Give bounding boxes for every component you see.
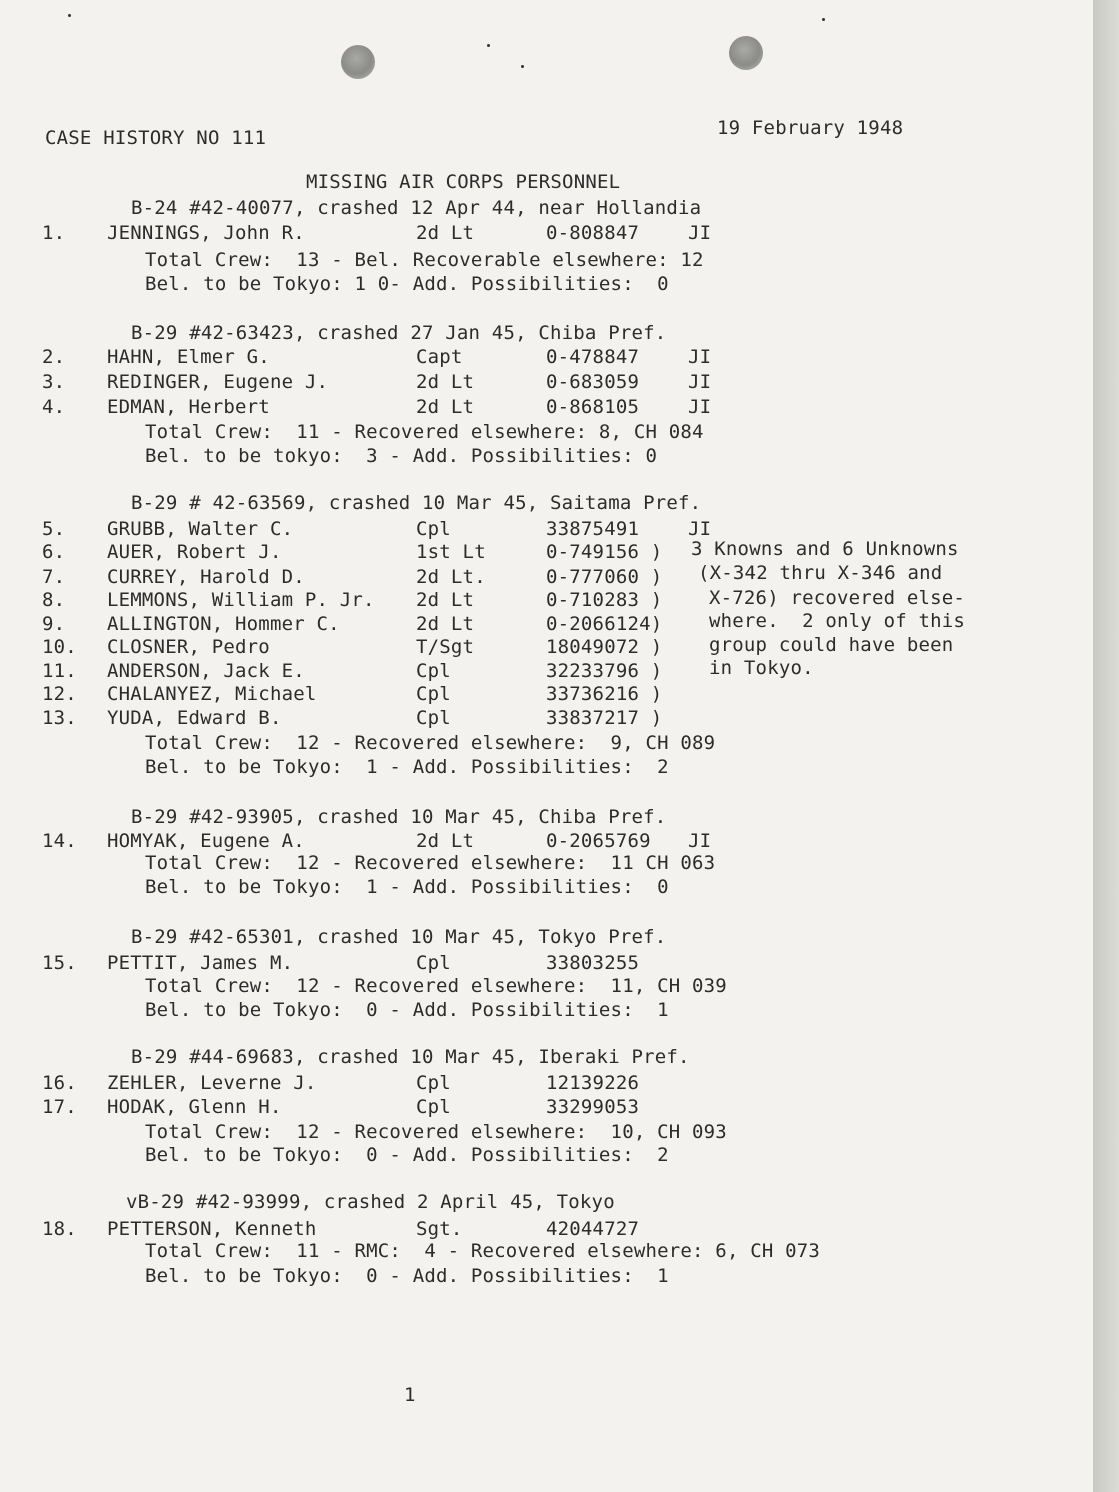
crew-total-line: Total Crew: 12 - Recovered elsewhere: 10, CH 093 bbox=[145, 1121, 727, 1143]
tokyo-possibilities-line: Bel. to be Tokyo: 1 - Add. Possibilities: 0 bbox=[145, 876, 669, 898]
person-rank: 2d Lt bbox=[416, 830, 475, 852]
person-serial: 0-710283 ) bbox=[546, 589, 663, 611]
entry-number: 7. bbox=[42, 566, 66, 588]
person-serial: 33875491 bbox=[546, 518, 640, 540]
crew-total-line: Total Crew: 11 - RMC: 4 - Recovered elsewhere: 6, CH 073 bbox=[145, 1240, 821, 1262]
entry-number: 3. bbox=[42, 371, 66, 393]
group-note-line: (X-342 thru X-346 and bbox=[698, 562, 943, 584]
status-code: JI bbox=[688, 830, 712, 852]
status-code: JI bbox=[688, 371, 712, 393]
person-serial: 0-2065769 bbox=[546, 830, 651, 852]
person-name: JENNINGS, John R. bbox=[107, 222, 305, 244]
group-note-line: group could have been bbox=[709, 634, 954, 656]
entry-number: 10. bbox=[42, 636, 77, 658]
person-rank: 2d Lt bbox=[416, 222, 475, 244]
person-name: HAHN, Elmer G. bbox=[107, 346, 270, 368]
person-serial: 33736216 ) bbox=[546, 683, 663, 705]
person-serial: 0-808847 bbox=[546, 222, 640, 244]
entry-number: 1. bbox=[42, 222, 66, 244]
person-serial: 42044727 bbox=[546, 1218, 640, 1240]
person-serial: 12139226 bbox=[546, 1072, 640, 1094]
crew-total-line: Total Crew: 12 - Recovered elsewhere: 11, CH 039 bbox=[145, 975, 727, 997]
person-name: LEMMONS, William P. Jr. bbox=[107, 589, 375, 611]
person-name: CHALANYEZ, Michael bbox=[107, 683, 317, 705]
person-name: ZEHLER, Leverne J. bbox=[107, 1072, 317, 1094]
person-serial: 33299053 bbox=[546, 1096, 640, 1118]
document-date: 19 February 1948 bbox=[717, 117, 904, 139]
tokyo-possibilities-line: Bel. to be Tokyo: 0 - Add. Possibilities: 1 bbox=[145, 999, 669, 1021]
entry-number: 8. bbox=[42, 589, 66, 611]
person-name: EDMAN, Herbert bbox=[107, 396, 270, 418]
case-history-number: CASE HISTORY NO 111 bbox=[45, 127, 267, 149]
tokyo-possibilities-line: Bel. to be tokyo: 3 - Add. Possibilities: 0 bbox=[145, 445, 658, 467]
crew-total-line: Total Crew: 12 - Recovered elsewhere: 11 CH 063 bbox=[145, 852, 716, 874]
crew-total-line: Total Crew: 12 - Recovered elsewhere: 9, CH 089 bbox=[145, 732, 716, 754]
entry-number: 14. bbox=[42, 830, 77, 852]
status-code: JI bbox=[688, 222, 712, 244]
entry-number: 4. bbox=[42, 396, 66, 418]
entry-number: 18. bbox=[42, 1218, 77, 1240]
entry-number: 16. bbox=[42, 1072, 77, 1094]
person-rank: Cpl bbox=[416, 1096, 451, 1118]
person-name: ANDERSON, Jack E. bbox=[107, 660, 305, 682]
person-serial: 0-478847 bbox=[546, 346, 640, 368]
punch-hole bbox=[341, 45, 375, 79]
person-serial: 0-2066124) bbox=[546, 613, 663, 635]
ink-speck bbox=[487, 44, 490, 47]
group-note-line: 3 Knowns and 6 Unknowns bbox=[691, 538, 959, 560]
tokyo-possibilities-line: Bel. to be Tokyo: 0 - Add. Possibilities: 1 bbox=[145, 1265, 669, 1287]
person-rank: T/Sgt bbox=[416, 636, 475, 658]
person-name: CLOSNER, Pedro bbox=[107, 636, 270, 658]
person-serial: 0-749156 ) bbox=[546, 541, 663, 563]
status-code: JI bbox=[688, 518, 712, 540]
punch-hole bbox=[729, 36, 763, 70]
person-rank: Cpl bbox=[416, 518, 451, 540]
group-note-line: X-726) recovered else- bbox=[709, 587, 966, 609]
person-name: HOMYAK, Eugene A. bbox=[107, 830, 305, 852]
entry-number: 9. bbox=[42, 613, 66, 635]
person-rank: Sgt. bbox=[416, 1218, 463, 1240]
page-edge bbox=[1093, 0, 1119, 1492]
person-serial: 0-868105 bbox=[546, 396, 640, 418]
person-serial: 33803255 bbox=[546, 952, 640, 974]
person-rank: 2d Lt. bbox=[416, 566, 486, 588]
entry-number: 5. bbox=[42, 518, 66, 540]
person-name: REDINGER, Eugene J. bbox=[107, 371, 329, 393]
entry-number: 17. bbox=[42, 1096, 77, 1118]
aircraft-heading: B-29 #42-93905, crashed 10 Mar 45, Chiba Pref. bbox=[131, 806, 667, 828]
person-serial: 32233796 ) bbox=[546, 660, 663, 682]
person-name: HODAK, Glenn H. bbox=[107, 1096, 282, 1118]
person-rank: 2d Lt bbox=[416, 589, 475, 611]
ink-speck bbox=[521, 65, 524, 68]
aircraft-heading: B-29 #44-69683, crashed 10 Mar 45, Iberaki Pref. bbox=[131, 1046, 690, 1068]
person-serial: 0-777060 ) bbox=[546, 566, 663, 588]
person-rank: Cpl bbox=[416, 707, 451, 729]
page-title: MISSING AIR CORPS PERSONNEL bbox=[306, 171, 621, 193]
ink-speck bbox=[68, 14, 71, 17]
entry-number: 15. bbox=[42, 952, 77, 974]
status-code: JI bbox=[688, 346, 712, 368]
person-rank: 1st Lt bbox=[416, 541, 486, 563]
person-rank: 2d Lt bbox=[416, 396, 475, 418]
person-name: CURREY, Harold D. bbox=[107, 566, 305, 588]
person-rank: 2d Lt bbox=[416, 613, 475, 635]
tokyo-possibilities-line: Bel. to be Tokyo: 1 0- Add. Possibilities: 0 bbox=[145, 273, 669, 295]
person-name: GRUBB, Walter C. bbox=[107, 518, 294, 540]
entry-number: 12. bbox=[42, 683, 77, 705]
person-name: AUER, Robert J. bbox=[107, 541, 282, 563]
aircraft-heading: vB-29 #42-93999, crashed 2 April 45, Tokyo bbox=[126, 1191, 615, 1213]
group-note-line: in Tokyo. bbox=[709, 657, 814, 679]
person-name: PETTERSON, Kenneth bbox=[107, 1218, 317, 1240]
person-rank: Cpl bbox=[416, 683, 451, 705]
person-rank: Capt bbox=[416, 346, 463, 368]
person-rank: Cpl bbox=[416, 660, 451, 682]
page-number: 1 bbox=[404, 1384, 416, 1406]
crew-total-line: Total Crew: 11 - Recovered elsewhere: 8, CH 084 bbox=[145, 421, 704, 443]
person-serial: 18049072 ) bbox=[546, 636, 663, 658]
crew-total-line: Total Crew: 13 - Bel. Recoverable elsewhere: 12 bbox=[145, 249, 704, 271]
tokyo-possibilities-line: Bel. to be Tokyo: 0 - Add. Possibilities: 2 bbox=[145, 1144, 669, 1166]
entry-number: 13. bbox=[42, 707, 77, 729]
entry-number: 2. bbox=[42, 346, 66, 368]
aircraft-heading: B-29 #42-65301, crashed 10 Mar 45, Tokyo Pref. bbox=[131, 926, 667, 948]
person-name: ALLINGTON, Hommer C. bbox=[107, 613, 340, 635]
aircraft-heading: B-29 # 42-63569, crashed 10 Mar 45, Saitama Pref. bbox=[131, 492, 702, 514]
entry-number: 6. bbox=[42, 541, 66, 563]
aircraft-heading: B-24 #42-40077, crashed 12 Apr 44, near Hollandia bbox=[131, 197, 702, 219]
status-code: JI bbox=[688, 396, 712, 418]
person-rank: 2d Lt bbox=[416, 371, 475, 393]
entry-number: 11. bbox=[42, 660, 77, 682]
person-serial: 33837217 ) bbox=[546, 707, 663, 729]
aircraft-heading: B-29 #42-63423, crashed 27 Jan 45, Chiba Pref. bbox=[131, 322, 667, 344]
person-name: PETTIT, James M. bbox=[107, 952, 294, 974]
tokyo-possibilities-line: Bel. to be Tokyo: 1 - Add. Possibilities: 2 bbox=[145, 756, 669, 778]
person-rank: Cpl bbox=[416, 952, 451, 974]
person-serial: 0-683059 bbox=[546, 371, 640, 393]
person-name: YUDA, Edward B. bbox=[107, 707, 282, 729]
group-note-line: where. 2 only of this bbox=[709, 610, 966, 632]
person-rank: Cpl bbox=[416, 1072, 451, 1094]
ink-speck bbox=[822, 18, 825, 21]
